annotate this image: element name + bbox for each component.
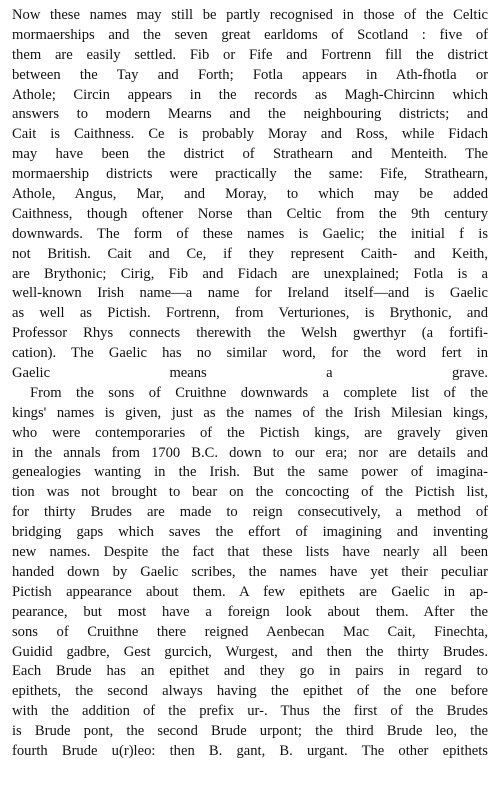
text-line: are Brythonic; Cirig, Fib and Fidach are unexplained; Fotla is a [12, 265, 488, 282]
text-line: new names. Despite the fact that these lists have nearly all been [12, 544, 488, 561]
text-line: Professor Rhys connects therewith the Welsh gwerthyr (a fortifi- [12, 325, 488, 342]
text-line: handed down by Gaelic scribes, the names have yet their peculiar [12, 563, 488, 580]
text-line: mormaership districts were practically the same: Fife, Strathearn, [12, 166, 488, 183]
text-line: Each Brude has an epithet and they go in pairs in regard to [12, 663, 488, 680]
text-line: Pictish appearance about them. A few epithets are Gaelic in ap- [12, 583, 488, 600]
text-line: Guidid gadbre, Gest gurcich, Wurgest, and then the thirty Brudes. [12, 643, 488, 660]
text-line: cation). The Gaelic has no similar word, for the word fert in [12, 345, 488, 362]
text-line: epithets, the second always having the epithet of the one before [12, 683, 488, 700]
text-line: them are easily settled. Fib or Fife and Fortrenn fill the district [12, 46, 488, 63]
text-line: genealogies wanting in the Irish. But the same power of imagina- [12, 464, 488, 481]
text-line: Cait is Caithness. Ce is probably Moray and Ross, while Fidach [12, 126, 488, 143]
text-line: mormaerships and the seven great earldoms of Scotland : five of [12, 26, 488, 43]
text-line: between the Tay and Forth; Fotla appears in Ath-fhotla or [12, 66, 488, 83]
text-line: not British. Cait and Ce, if they represent Caith- and Keith, [12, 245, 488, 262]
text-line: is Brude pont, the second Brude urpont; the third Brude leo, the [12, 723, 488, 740]
text-line: may have been the district of Strathearn and Menteith. The [12, 146, 488, 163]
text-line: downwards. The form of these names is Gaelic; the initial f is [12, 225, 488, 242]
text-line: well-known Irish name—a name for Ireland itself—and is Gaelic [12, 285, 488, 302]
text-line: pearance, but most have a foreign look about them. After the [12, 603, 488, 620]
text-line: Caithness, though oftener Norse than Celtic from the 9th century [12, 205, 488, 222]
text-line: sons of Cruithne there reigned Aenbecan Mac Cait, Finechta, [12, 623, 488, 640]
text-line: answers to modern Mearns and the neighbouring districts; and [12, 106, 488, 123]
text-line: Now these names may still be partly recognised in those of the Celtic [12, 7, 488, 23]
book-page [12, 6, 488, 786]
text-line: From the sons of Cruithne downwards a complete list of the [30, 384, 488, 401]
text-line: who were contemporaries of the Pictish kings, are gravely given [12, 424, 488, 441]
text-line: tion was not brought to bear on the concocting of the Pictish list, [12, 484, 488, 501]
text-line: bridging gaps which saves the effort of imagining and inventing [12, 524, 488, 541]
text-line: in the annals from 1700 B.C. down to our era; nor are details and [12, 444, 488, 461]
paragraph-celtic-names [12, 6, 488, 384]
text-line: Gaelic means a grave. [12, 365, 488, 382]
text-line: for thirty Brudes are made to reign consecutively, a method of [12, 504, 488, 521]
text-line: with the addition of the prefix ur-. Thus the first of the Brudes [12, 703, 488, 720]
text-line: fourth Brude u(r)leo: then B. gant, B. urgant. The other epithets [12, 742, 488, 759]
paragraph-pictish-kings [12, 384, 488, 762]
text-line: Athole; Circin appears in the records as Magh-Chircinn which [12, 86, 488, 103]
text-line: Athole, Angus, Mar, and Moray, to which may be added [12, 186, 488, 203]
text-line: kings' names is given, just as the names of the Irish Milesian kings, [12, 404, 488, 421]
text-line: as well as Pictish. Fortrenn, from Verturiones, is Brythonic, and [12, 305, 488, 322]
